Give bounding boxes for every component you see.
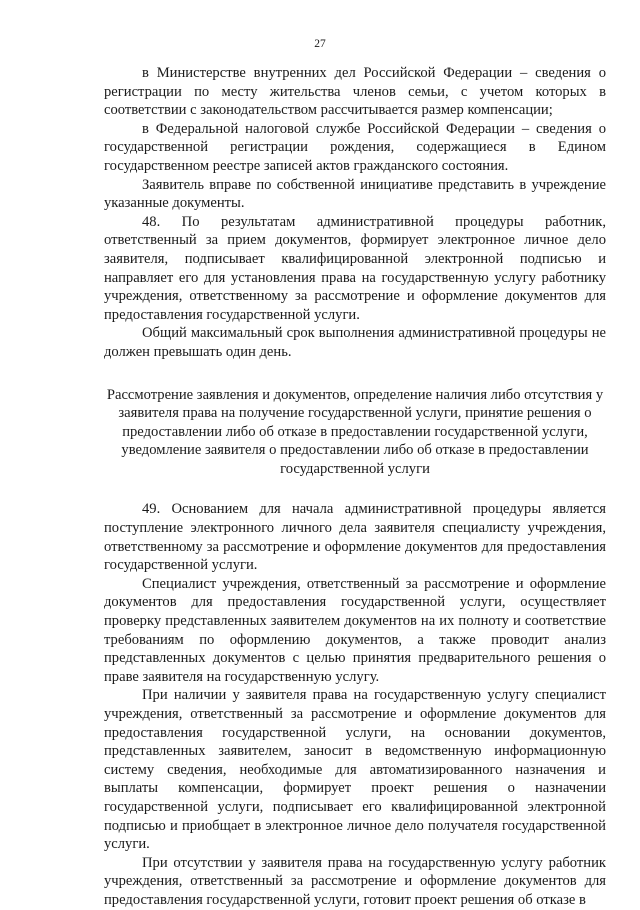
paragraph-max-term: Общий максимальный срок выполнения административной процедуры не должен превышать один день.: [104, 325, 606, 360]
paragraph-right-present: При наличии у заявителя права на государственную услугу специалист учреждения, ответственный за рассмотрение и оформление документов для предоставления государственной услуги, на основании документов, представленных заявителем, заносит в ведомственную информационную систему сведения, необходимые для автоматизированного назначения и выплаты компенсации, формирует проект решения о назначении государственной услуги, подписывает его квалифицированной электронной подписью и приобщает в электронное личное дело получателя государственной услуги.: [104, 687, 606, 853]
page-number: 27: [314, 38, 326, 50]
document-body: [104, 60, 606, 910]
paragraph-48: 48. По результатам административной процедуры работник, ответственный за прием документов, формирует электронное личное дело заявителя, подписывает квалифицированной электронной подписью и направляет его для установления права на государственную услугу работнику учреждения, ответственному за рассмотрение и оформление документов для предоставления государственной услуги.: [104, 213, 606, 323]
paragraph-fns: в Федеральной налоговой службе Российской Федерации – сведения о государственной регистрации рождения, содержащиеся в Едином государственном реестре записей актов гражданского состояния.: [104, 120, 606, 174]
paragraph-initiative: Заявитель вправе по собственной инициативе представить в учреждение указанные документы.: [104, 176, 606, 212]
paragraph-specialist-check: Специалист учреждения, ответственный за рассмотрение и оформление документов для предоставления государственной услуги, осуществляет проверку представленных заявителем документов на их полноту и соответствие требованиям по оформлению документов, а также проводит анализ представленных документов с целью принятия предварительного решения о праве заявителя на государственную услугу.: [104, 575, 606, 685]
paragraph-49: 49. Основанием для начала административной процедуры является поступление электронного личного дела заявителя специалисту учреждения, ответственному за рассмотрение и оформление документов для предоставления государственной услуги.: [104, 501, 606, 574]
paragraph-right-absent: При отсутствии у заявителя права на государственную услугу работник учреждения, ответственный за рассмотрение и оформление документов для предоставления государственной услуги, готовит проект решения об отказе в: [104, 854, 606, 908]
section-heading: Рассмотрение заявления и документов, определение наличия либо отсутствия у заявителя права на получение государственной услуги, принятие решения о предоставлении либо об отказе в предоставлении государственной услуги, уведомление заявителя о предоставлении либо об отказе в предоставлении государственной услуги: [106, 386, 604, 477]
paragraph-mvd: в Министерстве внутренних дел Российской Федерации – сведения о регистрации по месту жительства членов семьи, с учетом которых в соответствии с законодательством рассчитывается размер компенсации;: [104, 65, 606, 119]
